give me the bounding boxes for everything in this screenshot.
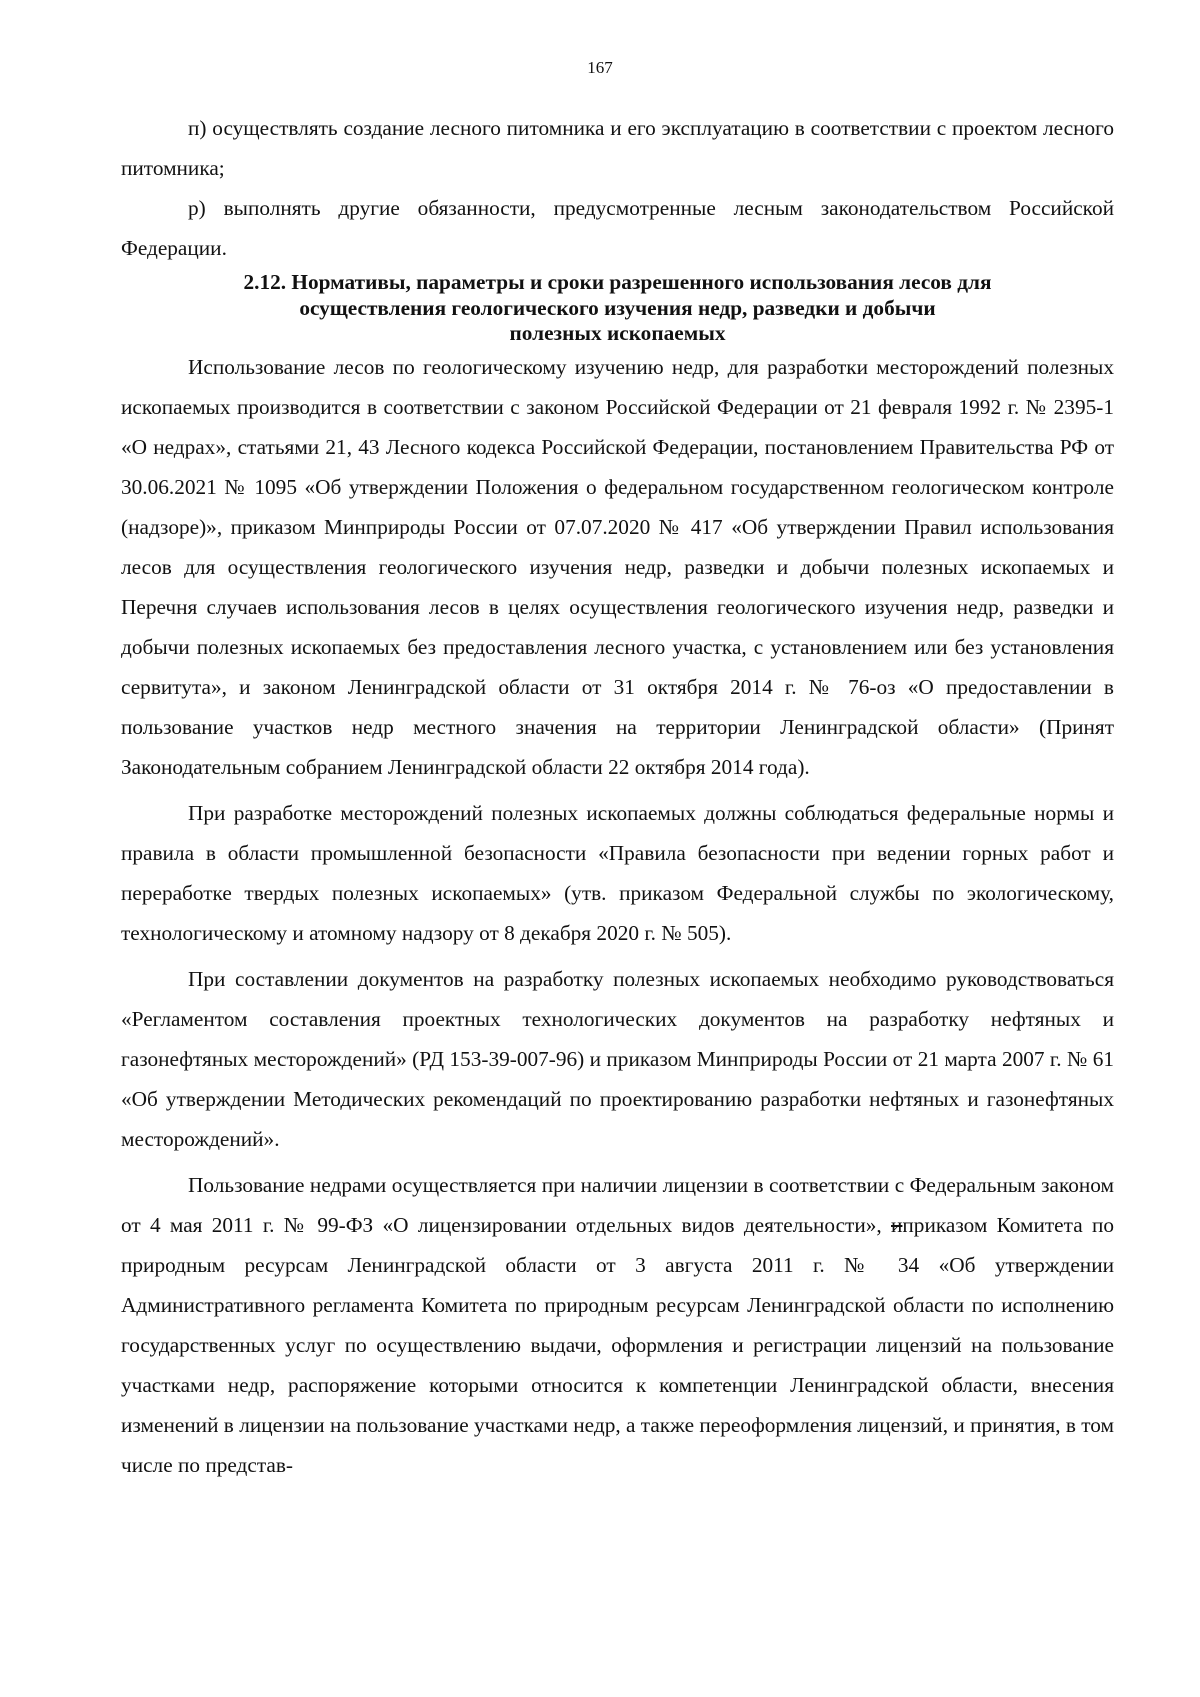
paragraph-development-documents: При составлении документов на разработку полезных ископаемых необходимо руководствоваться «Регламентом составления проектных технологических документов на разработку нефтяных и газонефтяных месторождений» (РД 153-39-007-96) и приказом Минприроды России от 21 марта 2007 г. № 61 «Об утверждении Методических рекомендаций по проектированию разработки нефтяных и газонефтяных месторождений». [121, 966, 1114, 1151]
paragraph-industrial-safety: При разработке месторождений полезных ископаемых должны соблюдаться федеральные нормы и правила в области промышленной безопасности «Правила безопасности при ведении горных работ и переработке твердых полезных ископаемых» (утв. приказом Федеральной службы по экологическому, технологическому и атомному надзору от 8 декабря 2020 г. № 505). [121, 800, 1114, 945]
struck-out-word: и [891, 1212, 903, 1237]
paragraph-subsoil-licensing [121, 1165, 1114, 1485]
paragraph-item-r: р) выполнять другие обязанности, предусмотренные лесным законодательством Российской Федерации. [121, 196, 1114, 260]
document-body [121, 108, 1114, 1485]
paragraph-item-p: п) осуществлять создание лесного питомника и его эксплуатацию в соответствии с проектом лесного питомника; [121, 116, 1114, 180]
section-heading-line-3: полезных ископаемых [509, 321, 726, 345]
licensing-text-start: Пользование недрами осуществляется при наличии лицензии в соответствии с Федеральным законом от 4 мая 2011 г. № 99-ФЗ «О лицензировании отдельных видов деятельности», [121, 1172, 1114, 1237]
section-heading [121, 268, 1114, 347]
section-heading-line-1: 2.12. Нормативы, параметры и сроки разрешенного использования лесов для [243, 270, 992, 294]
licensing-text-end: приказом Комитета по природным ресурсам Ленинградской области от 3 августа 2011 г. № 34 «Об утверждении Административного регламента Комитета по природным ресурсам Ленинградской области по исполнению государственных услуг по осуществлению выдачи, оформления и регистрации лицензий на пользование участками недр, распоряжение которыми относится к компетенции Ленинградской области, внесения изменений в лицензии на пользование участками недр, а также переоформления лицензий, и принятия, в том числе по представ- [121, 1212, 1114, 1477]
paragraph-forest-use-laws: Использование лесов по геологическому изучению недр, для разработки месторождений полезных ископаемых производится в соответствии с законом Российской Федерации от 21 февраля 1992 г. № 2395-1 «О недрах», статьями 21, 43 Лесного кодекса Российской Федерации, постановлением Правительства РФ от 30.06.2021 № 1095 «Об утверждении Положения о федеральном государственном геологическом контроле (надзоре)», приказом Минприроды России от 07.07.2020 № 417 «Об утверждении Правил использования лесов для осуществления геологического изучения недр, разведки и добычи полезных ископаемых и Перечня случаев использования лесов в целях осуществления геологического изучения недр, разведки и добычи полезных ископаемых без предоставления лесного участка, с установлением или без установления сервитута», и законом Ленинградской области от 31 октября 2014 г. № 76-оз «О предоставлении в пользование участков недр местного значения на территории Ленинградской области» (Принят Законодательным собранием Ленинградской области 22 октября 2014 года). [121, 354, 1114, 779]
page-number: 167 [587, 58, 613, 77]
section-heading-line-2: осуществления геологического изучения недр, разведки и добычи [299, 295, 936, 320]
